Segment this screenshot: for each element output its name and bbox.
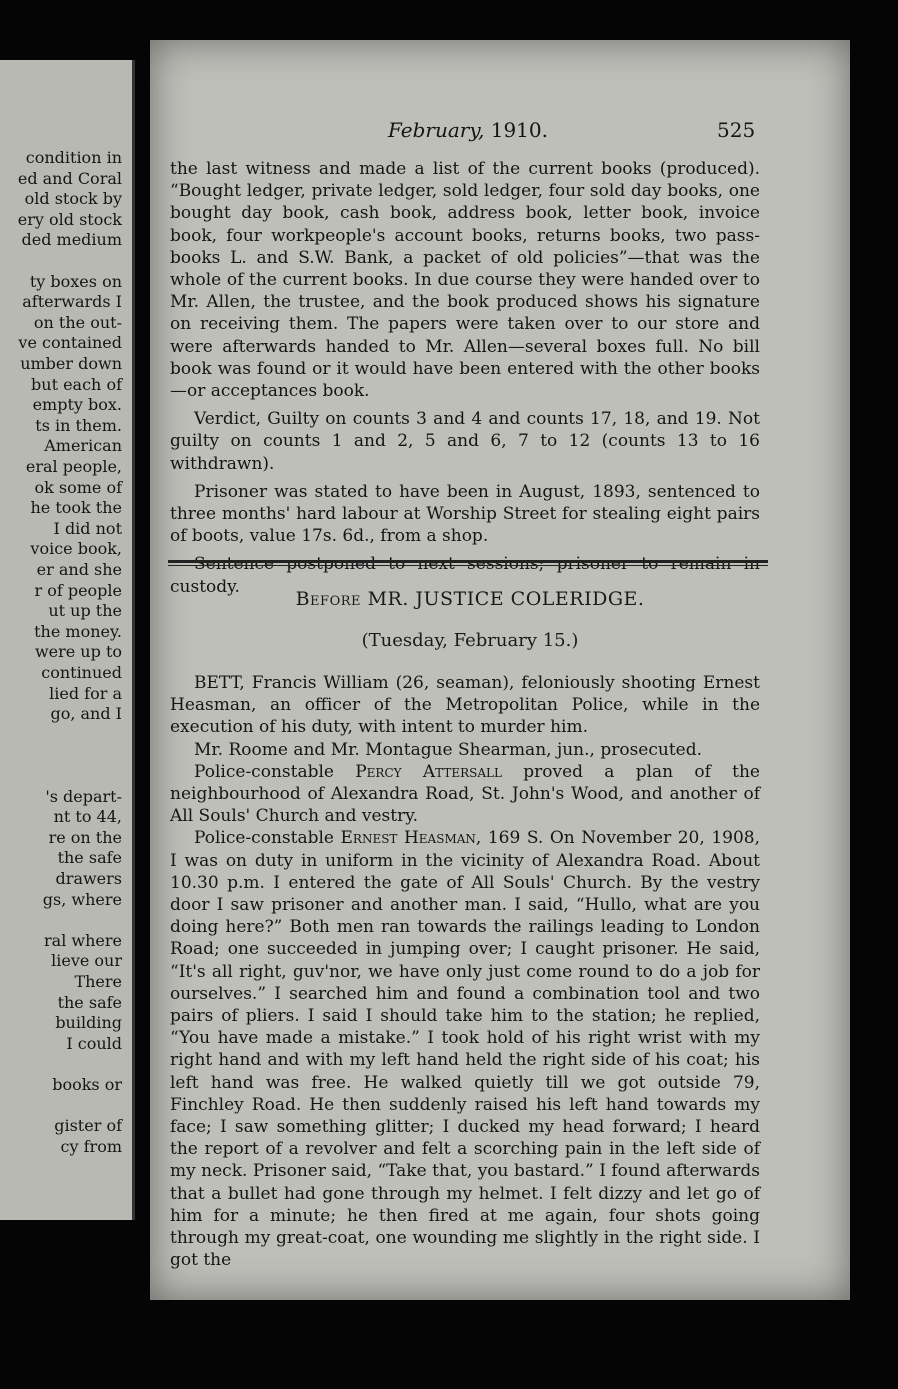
left-page-line: on the out-	[33, 312, 122, 332]
running-head	[388, 118, 548, 142]
left-page-line: he took the	[30, 498, 122, 518]
running-head-year: 1910.	[490, 118, 548, 142]
left-page-line: ty boxes on	[29, 271, 122, 291]
section-date: (Tuesday, February 15.)	[361, 630, 579, 651]
left-page-line: eral people,	[25, 457, 122, 476]
counsel-paragraph: Mr. Roome and Mr. Montague Shearman, jun., prosecuted.	[194, 739, 703, 760]
top-text-block	[170, 158, 760, 598]
left-page-line: ded medium	[21, 230, 122, 250]
left-page-line: I did not	[53, 518, 122, 538]
left-page-line: continued	[41, 663, 122, 682]
left-page-line: cy from	[60, 1136, 122, 1156]
left-page-line: ed and Coral	[17, 168, 122, 188]
left-page-line: ut up the	[48, 601, 122, 621]
left-page-line: drawers	[55, 869, 122, 888]
running-head-month: February,	[388, 118, 485, 142]
case-text-block	[170, 672, 760, 1271]
witness-name-heasman: Ernest Heasman	[340, 828, 476, 849]
left-page-line: the money.	[34, 621, 122, 641]
left-page-line: the safe	[57, 848, 122, 868]
section-divider	[168, 560, 768, 566]
witness-prefix: Police-constable	[194, 761, 356, 782]
left-facing-page	[0, 60, 135, 1220]
left-page-line: ts in them.	[35, 415, 122, 435]
left-page-line: American	[44, 436, 122, 456]
left-page-line: lied for a	[49, 683, 122, 703]
evidence-paragraph: the last witness and made a list of the current books (produced). “Bought ledger, private ledger, sold ledger, four sold day books, one bought day book, cash book, address book, letter book, invoice book, four workpeople's account books, returns books, two pass-books L. and S.W. Bank, a packet of old policies”—that was the whole of the current books. In due course they were handed over to Mr. Allen, the trustee, and the book produced shows his signature on receiving them. The papers were taken over to our store and were afterwards handed to Mr. Allen—several boxes full. No bill book was found or it would have been entered with the other books—or acceptances book.	[170, 159, 760, 402]
prior-record-paragraph: Prisoner was stated to have been in August, 1893, sentenced to three months' hard labour at Worship Street for stealing eight pairs of boots, value 17s. 6d., from a shop.	[170, 481, 760, 547]
left-page-line: ok some of	[34, 477, 122, 497]
left-page-line: gister of	[54, 1116, 122, 1136]
left-page-line: books or	[52, 1075, 122, 1094]
left-page-line: gs, where	[42, 889, 122, 909]
left-page-line: the safe	[57, 992, 122, 1012]
left-page-line: building	[55, 1013, 122, 1033]
left-page-line: old stock by	[24, 189, 122, 209]
witness-attersall-paragraph	[170, 761, 760, 828]
section-title	[150, 588, 790, 610]
left-page-line: There	[74, 972, 122, 991]
left-page-line: ve contained	[18, 333, 122, 353]
section-title-judge: MR. JUSTICE COLERIDGE.	[367, 588, 645, 610]
left-page-line: ery old stock	[17, 209, 122, 229]
witness-attersall-text: proved a plan of the neighbourhood of Alexandra Road, St. John's Wood, and another of All Souls' Church and vestry.	[170, 761, 760, 827]
sentence-paragraph: Sentence postponed to next sessions; prisoner to remain in custody.	[170, 554, 760, 597]
left-page-line: but each of	[31, 374, 122, 394]
left-page-line: nt to 44,	[53, 807, 122, 827]
left-page-line: were up to	[34, 642, 122, 662]
left-page-line: voice book,	[30, 539, 122, 559]
page-number: 525	[717, 118, 756, 142]
left-page-line: I could	[66, 1033, 122, 1053]
left-page-line: r of people	[34, 580, 122, 600]
section-title-prefix: Before	[295, 588, 362, 610]
witness-heasman-text: , 169 S. On November 20, 1908, I was on duty in uniform in the vicinity of Alexandra Road. About 10.30 p.m. I entered the gate of All Souls' Church. By the vestry door I saw prisoner and another man. I said, “Hullo, what are you doing here?” Both men ran towards the railings leading to London Road; one succeeded in jumping over; I caught prisoner. He said, “It's all right, guv'nor, we have only just come round to do a job for ourselves.” I searched him and found a combination tool and two pairs of pliers. I said I should take him to the station; he replied, “You have made a mistake.” I took hold of his right wrist with my right hand and with my left hand held the right side of his coat; his left hand was free. He walked quietly till we got outside 79, Finchley Road. He then suddenly raised his left hand towards my face; I saw something glitter; I ducked my head forward; I heard the report of a revolver and felt a scorching pain in the left side of my neck. Prisoner said, “Take that, you bastard.” I found afterwards that a bullet had gone through my helmet. I felt dizzy and let go of him for a minute; he then fired at me again, four shots going through my great-coat, one wounding me slightly in the right side. I got the	[170, 828, 760, 1271]
left-page-line: go, and I	[50, 704, 122, 724]
left-page-line: ral where	[44, 930, 122, 950]
left-page-line: er and she	[36, 560, 122, 579]
verdict-paragraph: Verdict, Guilty on counts 3 and 4 and counts 17, 18, and 19. Not guilty on counts 1 and 2, 5 and 6, 7 to 12 (counts 13 to 16 withdrawn).	[170, 409, 760, 474]
left-page-line: empty box.	[32, 395, 122, 415]
left-page-line: lieve our	[51, 951, 122, 971]
left-page-line: umber down	[20, 354, 122, 373]
left-page-line: condition in	[25, 148, 122, 167]
left-page-line: re on the	[48, 827, 122, 847]
witness-name-attersall: Percy Attersall	[355, 761, 502, 782]
left-page-line: 's depart-	[45, 786, 122, 806]
left-page-line: afterwards I	[22, 292, 122, 312]
witness-prefix: Police-constable	[194, 828, 341, 849]
charge-paragraph: BETT, Francis William (26, seaman), feloniously shooting Ernest Heasman, an officer of the Metropolitan Police, while in the execution of his duty, with intent to murder him.	[170, 673, 760, 738]
main-page	[150, 40, 850, 1300]
witness-heasman-paragraph	[170, 827, 760, 1271]
